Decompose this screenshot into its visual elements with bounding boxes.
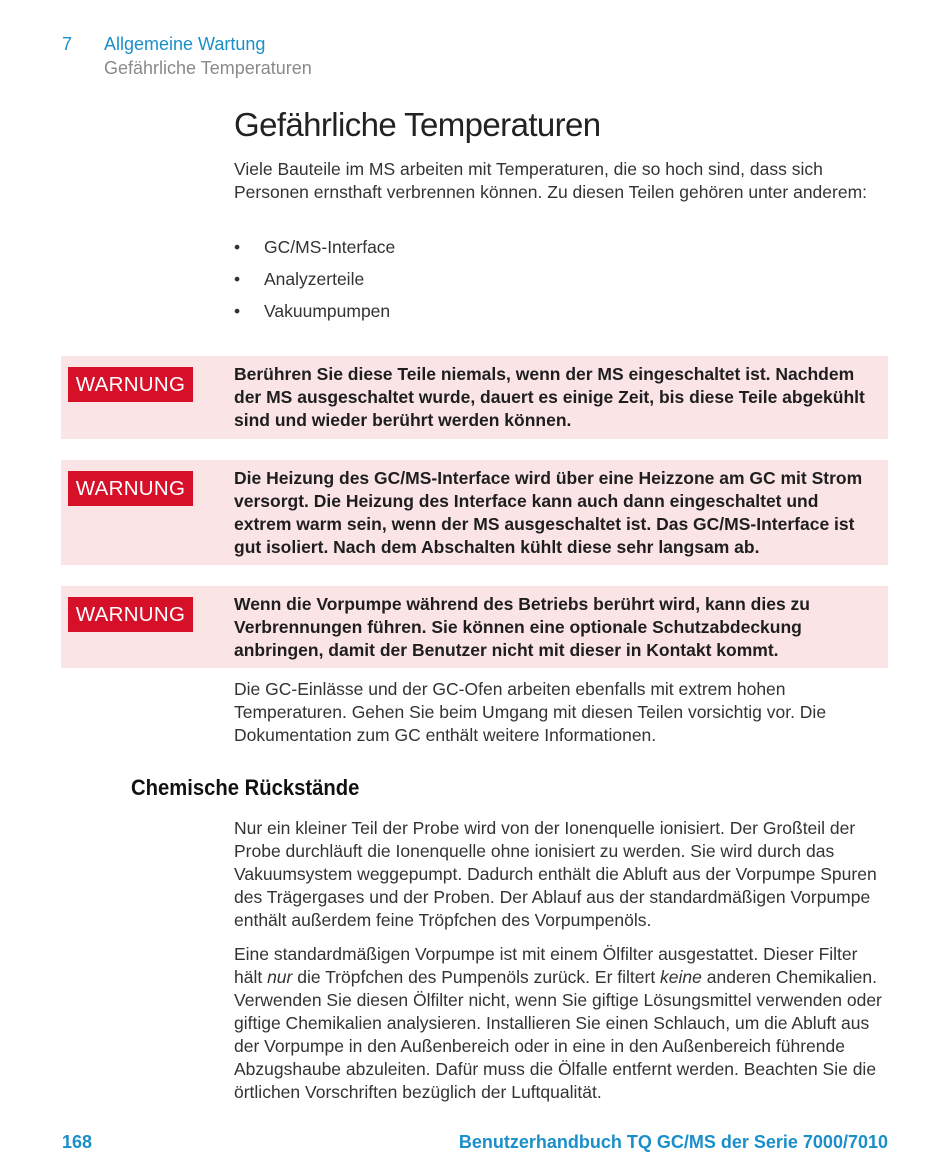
bullet-dot: • bbox=[234, 301, 241, 321]
page-number: 168 bbox=[62, 1132, 93, 1152]
warning-box bbox=[61, 586, 888, 668]
text-run: Eine standardmäßigen Vorpumpe ist mit einem Ölfilter ausgestattet. Dieser Filter hält bbox=[234, 944, 858, 987]
warning-box bbox=[61, 356, 888, 439]
warning-text: Berühren Sie diese Teile niemals, wenn der MS eingeschaltet ist. Nachdem der MS ausgeschaltet wurde, dauert es einige Zeit, bis diese Teile abgekühlt sind und wieder berührt werden können. bbox=[234, 364, 865, 430]
list-item bbox=[234, 300, 395, 332]
bullet-dot: • bbox=[234, 237, 241, 257]
section-title: Gefährliche Temperaturen bbox=[104, 58, 312, 78]
text-run: die Tröpfchen des Pumpenöls zurück. Er filtert bbox=[292, 967, 661, 987]
warning-badge: WARNUNG bbox=[68, 471, 193, 506]
document-title: Benutzerhandbuch TQ GC/MS der Serie 7000/7010 bbox=[458, 1132, 888, 1152]
oil-filter-paragraph bbox=[234, 943, 884, 1104]
residue-paragraph: Nur ein kleiner Teil der Probe wird von der Ionenquelle ionisiert. Der Großteil der Probe durchläuft die Ionenquelle ohne ionisiert zu werden. Sie wird durch das Vakuumsystem weggepumpt. Dadurch enthält die Abluft aus der Vorpumpe Spuren des Trägergases und der Proben. Der Ablauf aus der standardmäßigen Vorpumpe enthält außerdem feine Tröpfchen des Vorpumpenöls. bbox=[234, 818, 877, 930]
warning-text: Wenn die Vorpumpe während des Betriebs berührt wird, kann dies zu Verbrennungen führen. Sie können eine optionale Schutzabdeckung anbringen, damit der Benutzer nicht mit dieser in Kontakt kommt. bbox=[234, 594, 810, 660]
emphasis-keine: keine bbox=[660, 967, 702, 987]
warning-text: Die Heizung des GC/MS-Interface wird über eine Heizzone am GC mit Strom versorgt. Die Heizung des Interface kann auch dann eingeschaltet und extrem warm sein, wenn der MS ausgeschaltet ist. Das GC/MS-Interface ist gut isoliert. Nach dem Abschalten kühlt diese sehr langsam ab. bbox=[234, 468, 863, 557]
warning-box bbox=[61, 460, 888, 565]
chapter-number: 7 bbox=[62, 34, 73, 54]
hot-parts-list bbox=[234, 236, 395, 332]
bullet-dot: • bbox=[234, 269, 241, 289]
chapter-title: Allgemeine Wartung bbox=[104, 34, 266, 54]
warning-badge: WARNUNG bbox=[68, 367, 193, 402]
intro-paragraph: Viele Bauteile im MS arbeiten mit Temperaturen, die so hoch sind, dass sich Personen ernsthaft verbrennen können. Zu diesen Teilen gehören unter anderem: bbox=[234, 159, 868, 202]
text-run: anderen Chemikalien. Verwenden Sie diesen Ölfilter nicht, wenn Sie giftige Lösungsmittel verwenden oder giftige Chemikalien analysieren. Installieren Sie einen Schlauch, um die Abluft aus der Vorpumpe in den Außenbereich oder in eine in den Außenbereich führende Abzugshaube abzuleiten. Dafür muss die Ölfalle entfernt werden. Beachten Sie die örtlichen Vorschriften bezüglich der Luftqualität. bbox=[234, 967, 882, 1102]
warning-badge: WARNUNG bbox=[68, 597, 193, 632]
list-item-label: GC/MS-Interface bbox=[264, 237, 396, 257]
page-title: Gefährliche Temperaturen bbox=[234, 106, 601, 143]
list-item bbox=[234, 268, 395, 300]
gc-paragraph: Die GC-Einlässe und der GC-Ofen arbeiten ebenfalls mit extrem hohen Temperaturen. Gehen Sie beim Umgang mit diesen Teilen vorsichtig vor. Die Dokumentation zum GC enthält weitere Informationen. bbox=[234, 679, 827, 745]
list-item-label: Analyzerteile bbox=[264, 269, 365, 289]
section-heading: Chemische Rückstände bbox=[131, 775, 360, 800]
emphasis-nur: nur bbox=[267, 967, 293, 987]
list-item-label: Vakuumpumpen bbox=[264, 301, 391, 321]
list-item bbox=[234, 236, 395, 268]
